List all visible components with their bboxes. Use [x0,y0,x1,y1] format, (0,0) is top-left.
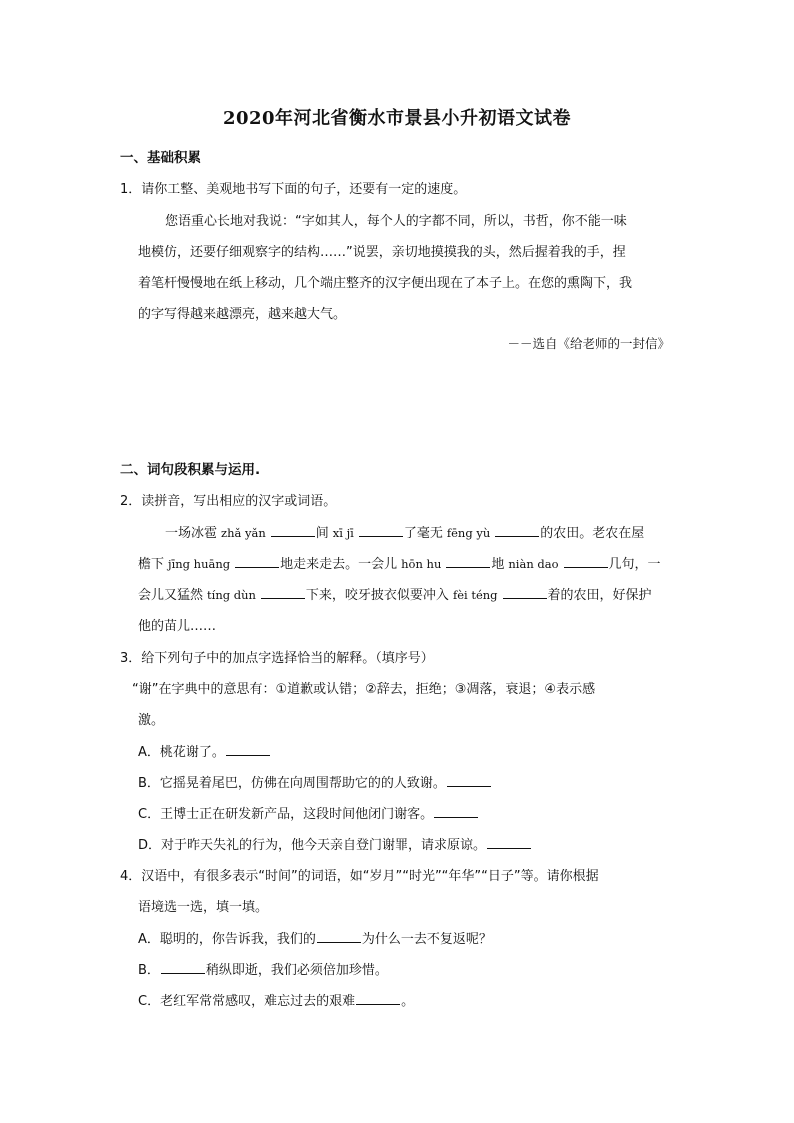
question-4-option-a [138,928,698,947]
pinyin: zhǎ yǎn [221,526,266,540]
answer-blank[interactable] [317,930,361,943]
text: 一场冰雹 [165,526,218,541]
question-1-passage-line: 着笔杆慢慢地在纸上移动，几个端庄整齐的汉字便出现在了本子上。在您的熏陶下，我 [138,276,633,291]
answer-blank[interactable] [564,555,608,568]
question-3-option-b [138,772,698,791]
question-3-definition-cont: 激。 [138,713,165,728]
page-title: 2020年河北省衡水市景县小升初语文试卷 [222,108,572,129]
answer-blank[interactable] [226,743,270,756]
question-2-line-1 [165,522,725,541]
answer-blank[interactable] [161,961,205,974]
pinyin: fèi téng [452,588,498,602]
text: 了毫无 [403,526,443,541]
question-1-source: －－选自《给老师的一封信》 [507,336,670,351]
question-4-option-b [138,959,698,978]
question-1-passage-line: 的字写得越来越漂亮，越来越大气。 [138,307,347,322]
section-heading-basics: 一、基础积累 [120,150,201,166]
option-text: A．桃花谢了。 [138,745,225,760]
answer-blank[interactable] [261,586,305,599]
question-4-stem-cont: 语境选一选，填一填。 [138,900,269,915]
text: 的农田。老农在屋 [540,526,645,541]
option-text: D．对于昨天失礼的行为，他今天亲自登门谢罪，请求原谅。 [138,838,487,853]
question-1-passage-line: 您语重心长地对我说：“字如其人，每个人的字都不同，所以，书哲，你不能一味 [165,214,627,229]
pinyin: hōn hu [401,557,442,571]
question-1-passage-line: 地模仿，还要仔细观察字的结构……”说罢，亲切地摸摸我的头，然后握着我的手，捏 [138,245,626,260]
option-text: 稍纵即逝，我们必须倍加珍惜。 [205,963,388,978]
question-2-line-4: 他的苗儿…… [138,619,217,634]
option-text: C．老红军常常感叹，难忘过去的艰难 [138,994,356,1009]
pinyin: tíng dùn [207,588,256,602]
question-3-stem: 3．给下列句子中的加点字选择恰当的解释。（填序号） [120,651,434,666]
question-4-option-c [138,990,698,1009]
answer-blank[interactable] [447,774,491,787]
question-2-stem: 2．读拼音，写出相应的汉字或词语。 [120,494,337,509]
question-2-line-3 [138,584,698,603]
pinyin: fēng yù [446,526,491,540]
option-text: B．它摇晃着尾巴，仿佛在向周围帮助它的的人致谢。 [138,776,446,791]
text: 下来，咬牙披衣似要冲入 [305,588,449,603]
text: 地走来走去。一会儿 [280,557,398,572]
question-3-option-c [138,803,698,822]
answer-blank[interactable] [487,836,531,849]
question-1-stem: 1．请你工整、美观地书写下面的句子，还要有一定的速度。 [120,182,467,197]
option-text: A．聪明的，你告诉我，我们的 [138,932,316,947]
answer-blank[interactable] [495,524,539,537]
section-heading-words: 二、词句段积累与运用. [120,462,261,478]
pinyin: niàn dao [508,557,559,571]
pinyin: xī jī [332,526,354,540]
answer-blank[interactable] [434,805,478,818]
text: 着的农田，好保护 [547,588,652,603]
answer-blank[interactable] [271,524,315,537]
option-text: 为什么一去不复返呢？ [361,932,492,947]
answer-blank[interactable] [356,992,400,1005]
text: 檐下 [138,557,165,572]
option-text: 。 [401,994,415,1009]
question-4-stem: 4．汉语中，有很多表示“时间”的词语，如“岁月”“时光”“年华”“日子”等。请你根据 [120,869,599,884]
question-3-definition: “谢”在字典中的意思有：①道歉或认错；②辞去，拒绝；③凋落，衰退；④表示感 [132,682,596,697]
answer-blank[interactable] [235,555,279,568]
question-2-line-2 [138,553,698,572]
question-3-option-a [138,741,698,760]
pinyin: jīng huāng [168,557,231,571]
text: 间 [315,526,329,541]
text: 会儿又猛然 [138,588,204,603]
answer-blank[interactable] [503,586,547,599]
option-text: B． [138,963,160,978]
option-text: C．王博士正在研发新产品，这段时间他闭门谢客。 [138,807,434,822]
question-3-option-d [138,834,698,853]
text: 几句，一 [608,557,661,572]
text: 地 [491,557,505,572]
answer-blank[interactable] [446,555,490,568]
answer-blank[interactable] [359,524,403,537]
